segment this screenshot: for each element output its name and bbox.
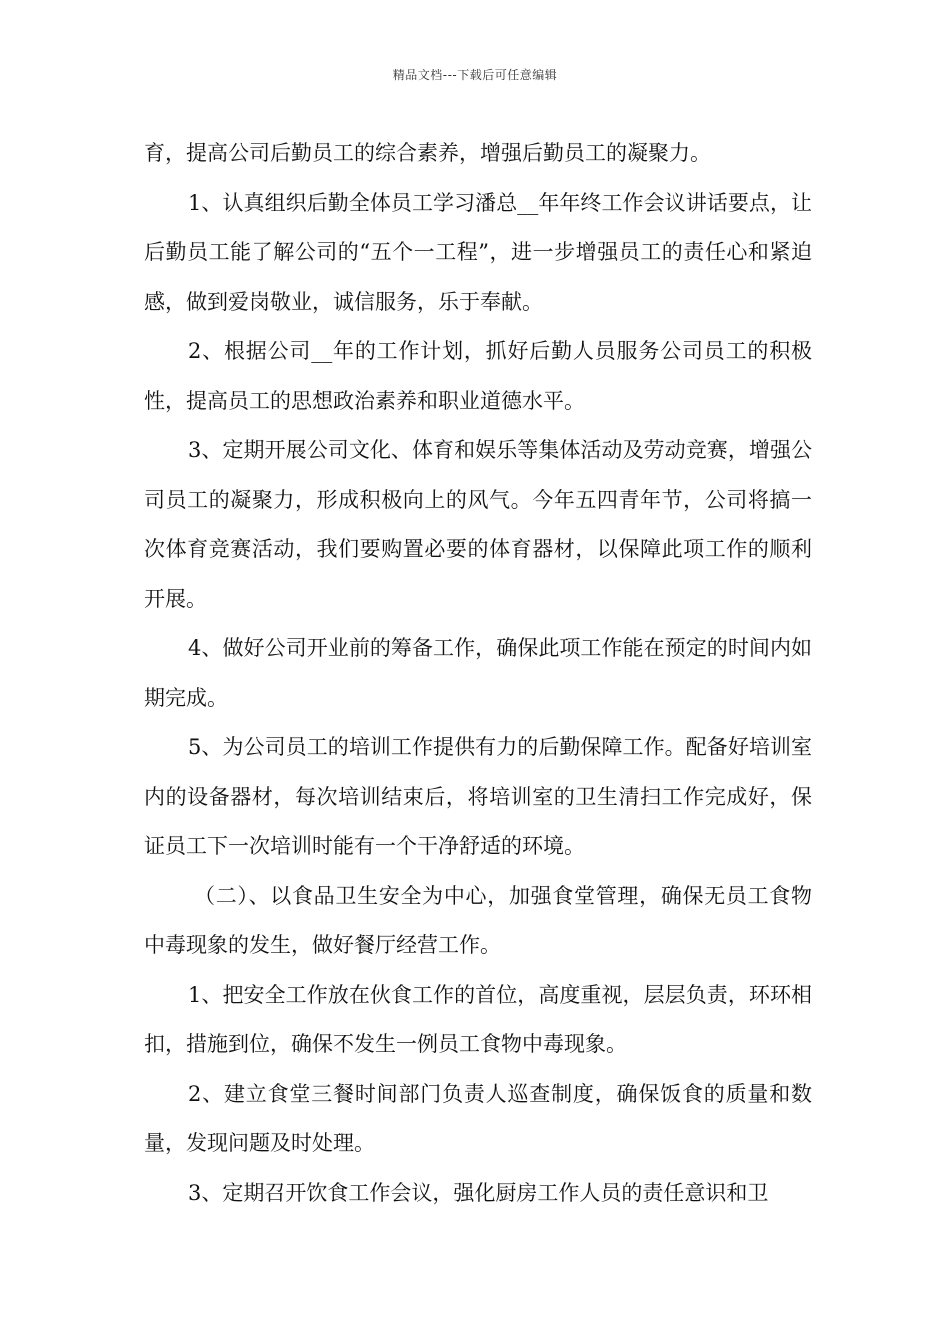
paragraph-item-2: 2、根据公司__年的工作计划，抓好后勤人员服务公司员工的积极性，提高员工的思想政治素养和职业道德水平。	[144, 339, 812, 413]
paragraph-continuation: 育，提高公司后勤员工的综合素养，增强后勤员工的凝聚力。	[144, 141, 711, 165]
page-header: 精品文档---下载后可任意编辑	[392, 68, 558, 82]
paragraph-item-1: 1、认真组织后勤全体员工学习潘总__年年终工作会议讲话要点，让后勤员工能了解公司的“五个一工程”，进一步增强员工的责任心和紧迫感，做到爱岗敬业，诚信服务，乐于奉献。	[144, 190, 812, 314]
paragraph-item-2-1: 1、把安全工作放在伙食工作的首位，高度重视，层层负责，环环相扣，措施到位，确保不发生一例员工食物中毒现象。	[144, 982, 812, 1056]
paragraph-item-2-3: 3、定期召开饮食工作会议，强化厨房工作人员的责任意识和卫	[188, 1180, 769, 1205]
paragraph-item-2-2: 2、建立食堂三餐时间部门负责人巡查制度，确保饭食的质量和数量，发现问题及时处理。	[144, 1081, 812, 1155]
paragraph-item-4: 4、做好公司开业前的筹备工作，确保此项工作能在预定的时间内如期完成。	[144, 636, 812, 710]
section-heading-2: （二）、以食品卫生安全为中心，加强食堂管理，确保无员工食物中毒现象的发生，做好餐厅经营工作。	[144, 883, 812, 957]
document-body	[144, 129, 812, 1218]
paragraph-item-5: 5、为公司员工的培训工作提供有力的后勤保障工作。配备好培训室内的设备器材，每次培训结束后，将培训室的卫生清扫工作完成好，保证员工下一次培训时能有一个干净舒适的环境。	[144, 735, 812, 858]
paragraph-item-3: 3、定期开展公司文化、体育和娱乐等集体活动及劳动竞赛，增强公司员工的凝聚力，形成积极向上的风气。今年五四青年节，公司将搞一次体育竞赛活动，我们要购置必要的体育器材，以保障此项工作的顺利开展。	[144, 438, 812, 611]
